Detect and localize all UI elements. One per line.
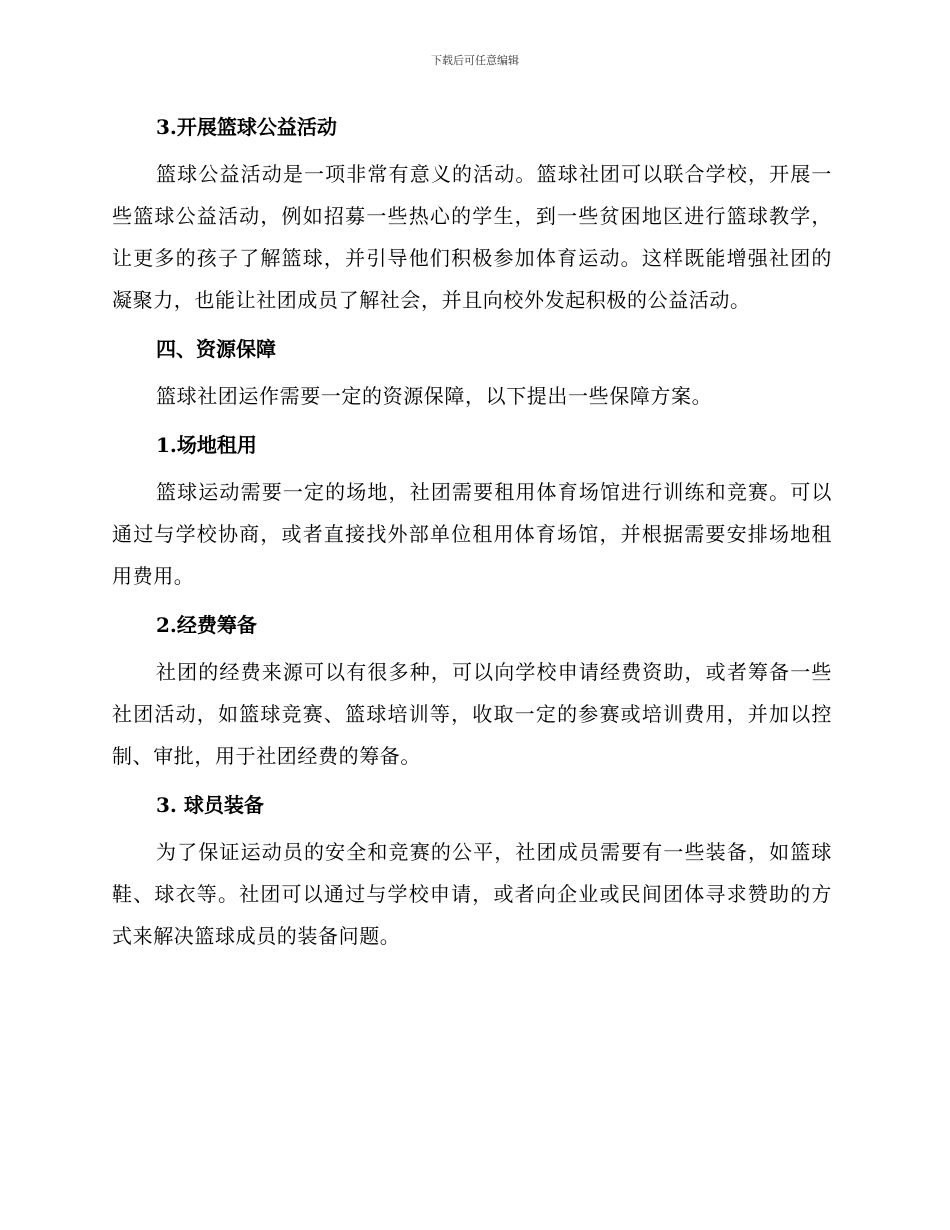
section-paragraph-player-equipment: 为了保证运动员的安全和竞赛的公平，社团成员需要有一些装备，如篮球鞋、球衣等。社团可以通过与学校申请，或者向企业或民间团体寻求赞助的方式来解决篮球成员的装备问题。 — [112, 840, 832, 948]
section-heading-resource-guarantee: 四、资源保障 — [156, 337, 276, 361]
section-paragraph-funding: 社团的经费来源可以有很多种，可以向学校申请经费资助，或者筹备一些社团活动，如篮球竞赛、篮球培训等，收取一定的参赛或培训费用，并加以控制、审批，用于社团经费的筹备。 — [112, 660, 832, 768]
section-heading-funding: 2.经费筹备 — [156, 613, 257, 637]
section-paragraph-venue-rental: 篮球运动需要一定的场地，社团需要租用体育场馆进行训练和竞赛。可以通过与学校协商，或者直接找外部单位租用体育场馆，并根据需要安排场地租用费用。 — [112, 480, 832, 588]
section-paragraph-public-welfare: 篮球公益活动是一项非常有意义的活动。篮球社团可以联合学校，开展一些篮球公益活动，例如招募一些热心的学生，到一些贫困地区进行篮球教学，让更多的孩子了解篮球，并引导他们积极参加体育运动。这样既能增强社团的凝聚力，也能让社团成员了解社会，并且向校外发起积极的公益活动。 — [112, 162, 832, 312]
section-heading-public-welfare: 3.开展篮球公益活动 — [156, 115, 337, 139]
section-heading-player-equipment: 3. 球员装备 — [156, 793, 264, 817]
section-heading-venue-rental: 1.场地租用 — [156, 433, 257, 457]
page-header: 下载后可任意编辑 — [431, 54, 519, 67]
section-paragraph-resource-guarantee: 篮球社团运作需要一定的资源保障，以下提出一些保障方案。 — [156, 384, 713, 408]
document-body — [112, 111, 832, 957]
